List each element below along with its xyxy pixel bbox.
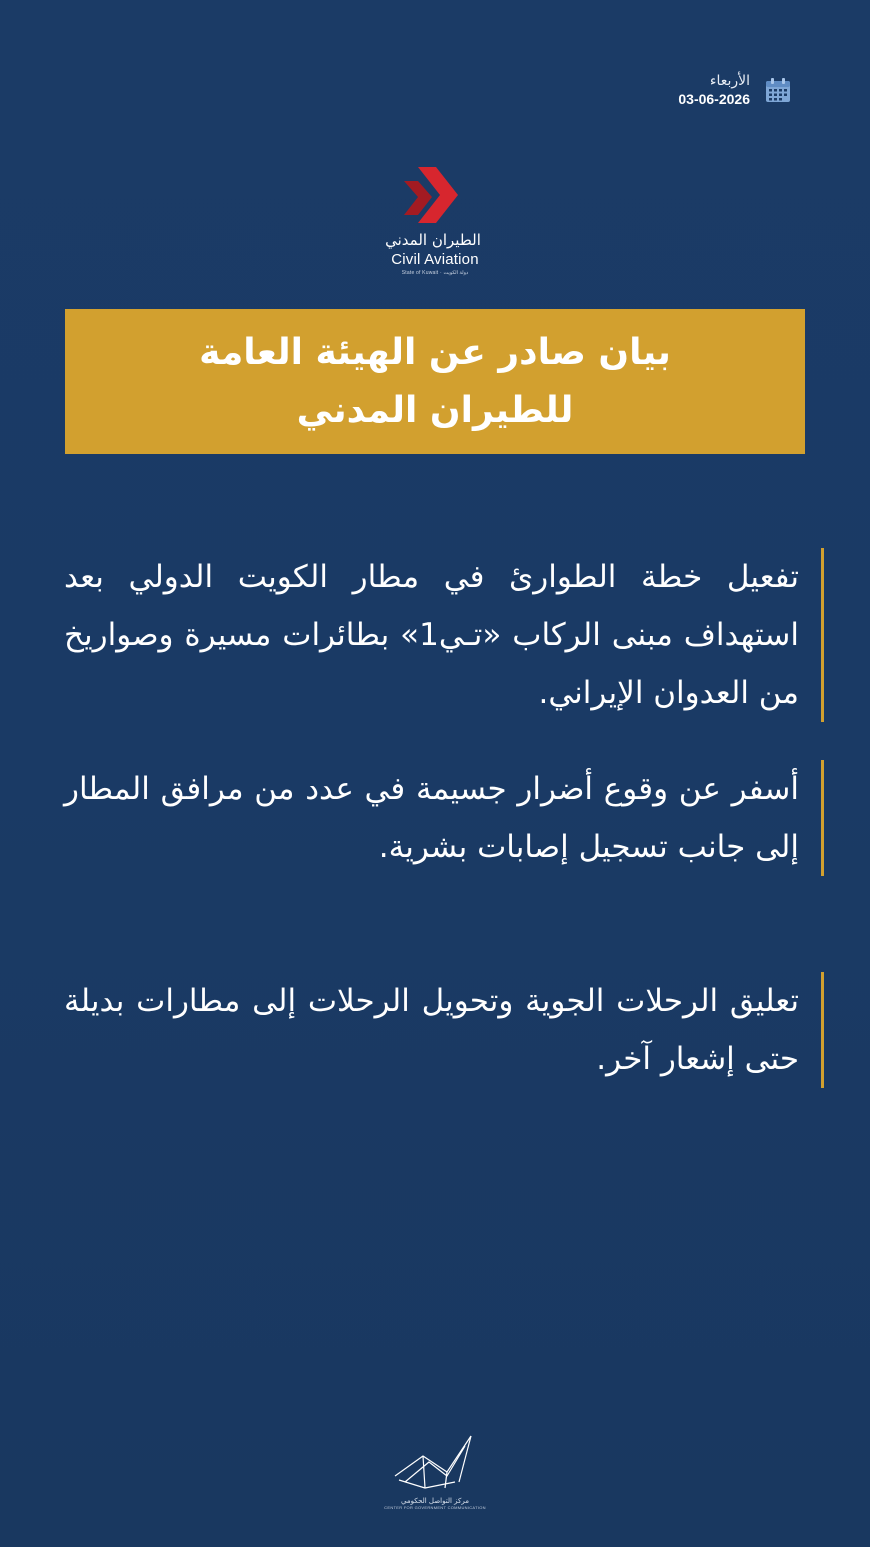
statement-text: تعليق الرحلات الجوية وتحويل الرحلات إلى مطارات بديلة حتى إشعار آخر.: [64, 983, 799, 1077]
footer-name-ar: مركز التواصل الحكومي: [401, 1497, 469, 1505]
calendar-icon: [764, 76, 792, 104]
footer-name-en: CENTER FOR GOVERNMENT COMMUNICATION: [384, 1505, 486, 1510]
statement-text: تفعيل خطة الطوارئ في مطار الكويت الدولي بعد استهداف مبنى الركاب «تـي1» بطائرات مسيرة وصواريخ من العدوان الإيراني.: [64, 559, 799, 711]
logo-subtitle: State of Kuwait · دولة الكويت: [401, 270, 469, 276]
date-text: [678, 72, 750, 108]
logo-name-en: Civil Aviation: [391, 251, 479, 268]
date-value: 03-06-2026: [678, 91, 750, 107]
statement-item: [64, 972, 824, 1088]
date-day: الأربعاء: [709, 73, 750, 89]
civil-aviation-logo: [0, 165, 870, 276]
statement-item: [64, 760, 824, 876]
date-block: [678, 72, 792, 108]
chevron-logo-icon: [400, 165, 470, 227]
logo-name-ar: الطيران المدني: [385, 231, 481, 249]
banner-title: بيان صادر عن الهيئة العامة للطيران المدني: [199, 331, 671, 431]
statement-item: [64, 548, 824, 722]
sail-emblem-icon: [385, 1432, 485, 1496]
footer-emblem: [0, 1432, 870, 1510]
statement-text: أسفر عن وقوع أضرار جسيمة في عدد من مرافق المطار إلى جانب تسجيل إصابات بشرية.: [64, 771, 799, 865]
title-banner: [65, 309, 805, 454]
